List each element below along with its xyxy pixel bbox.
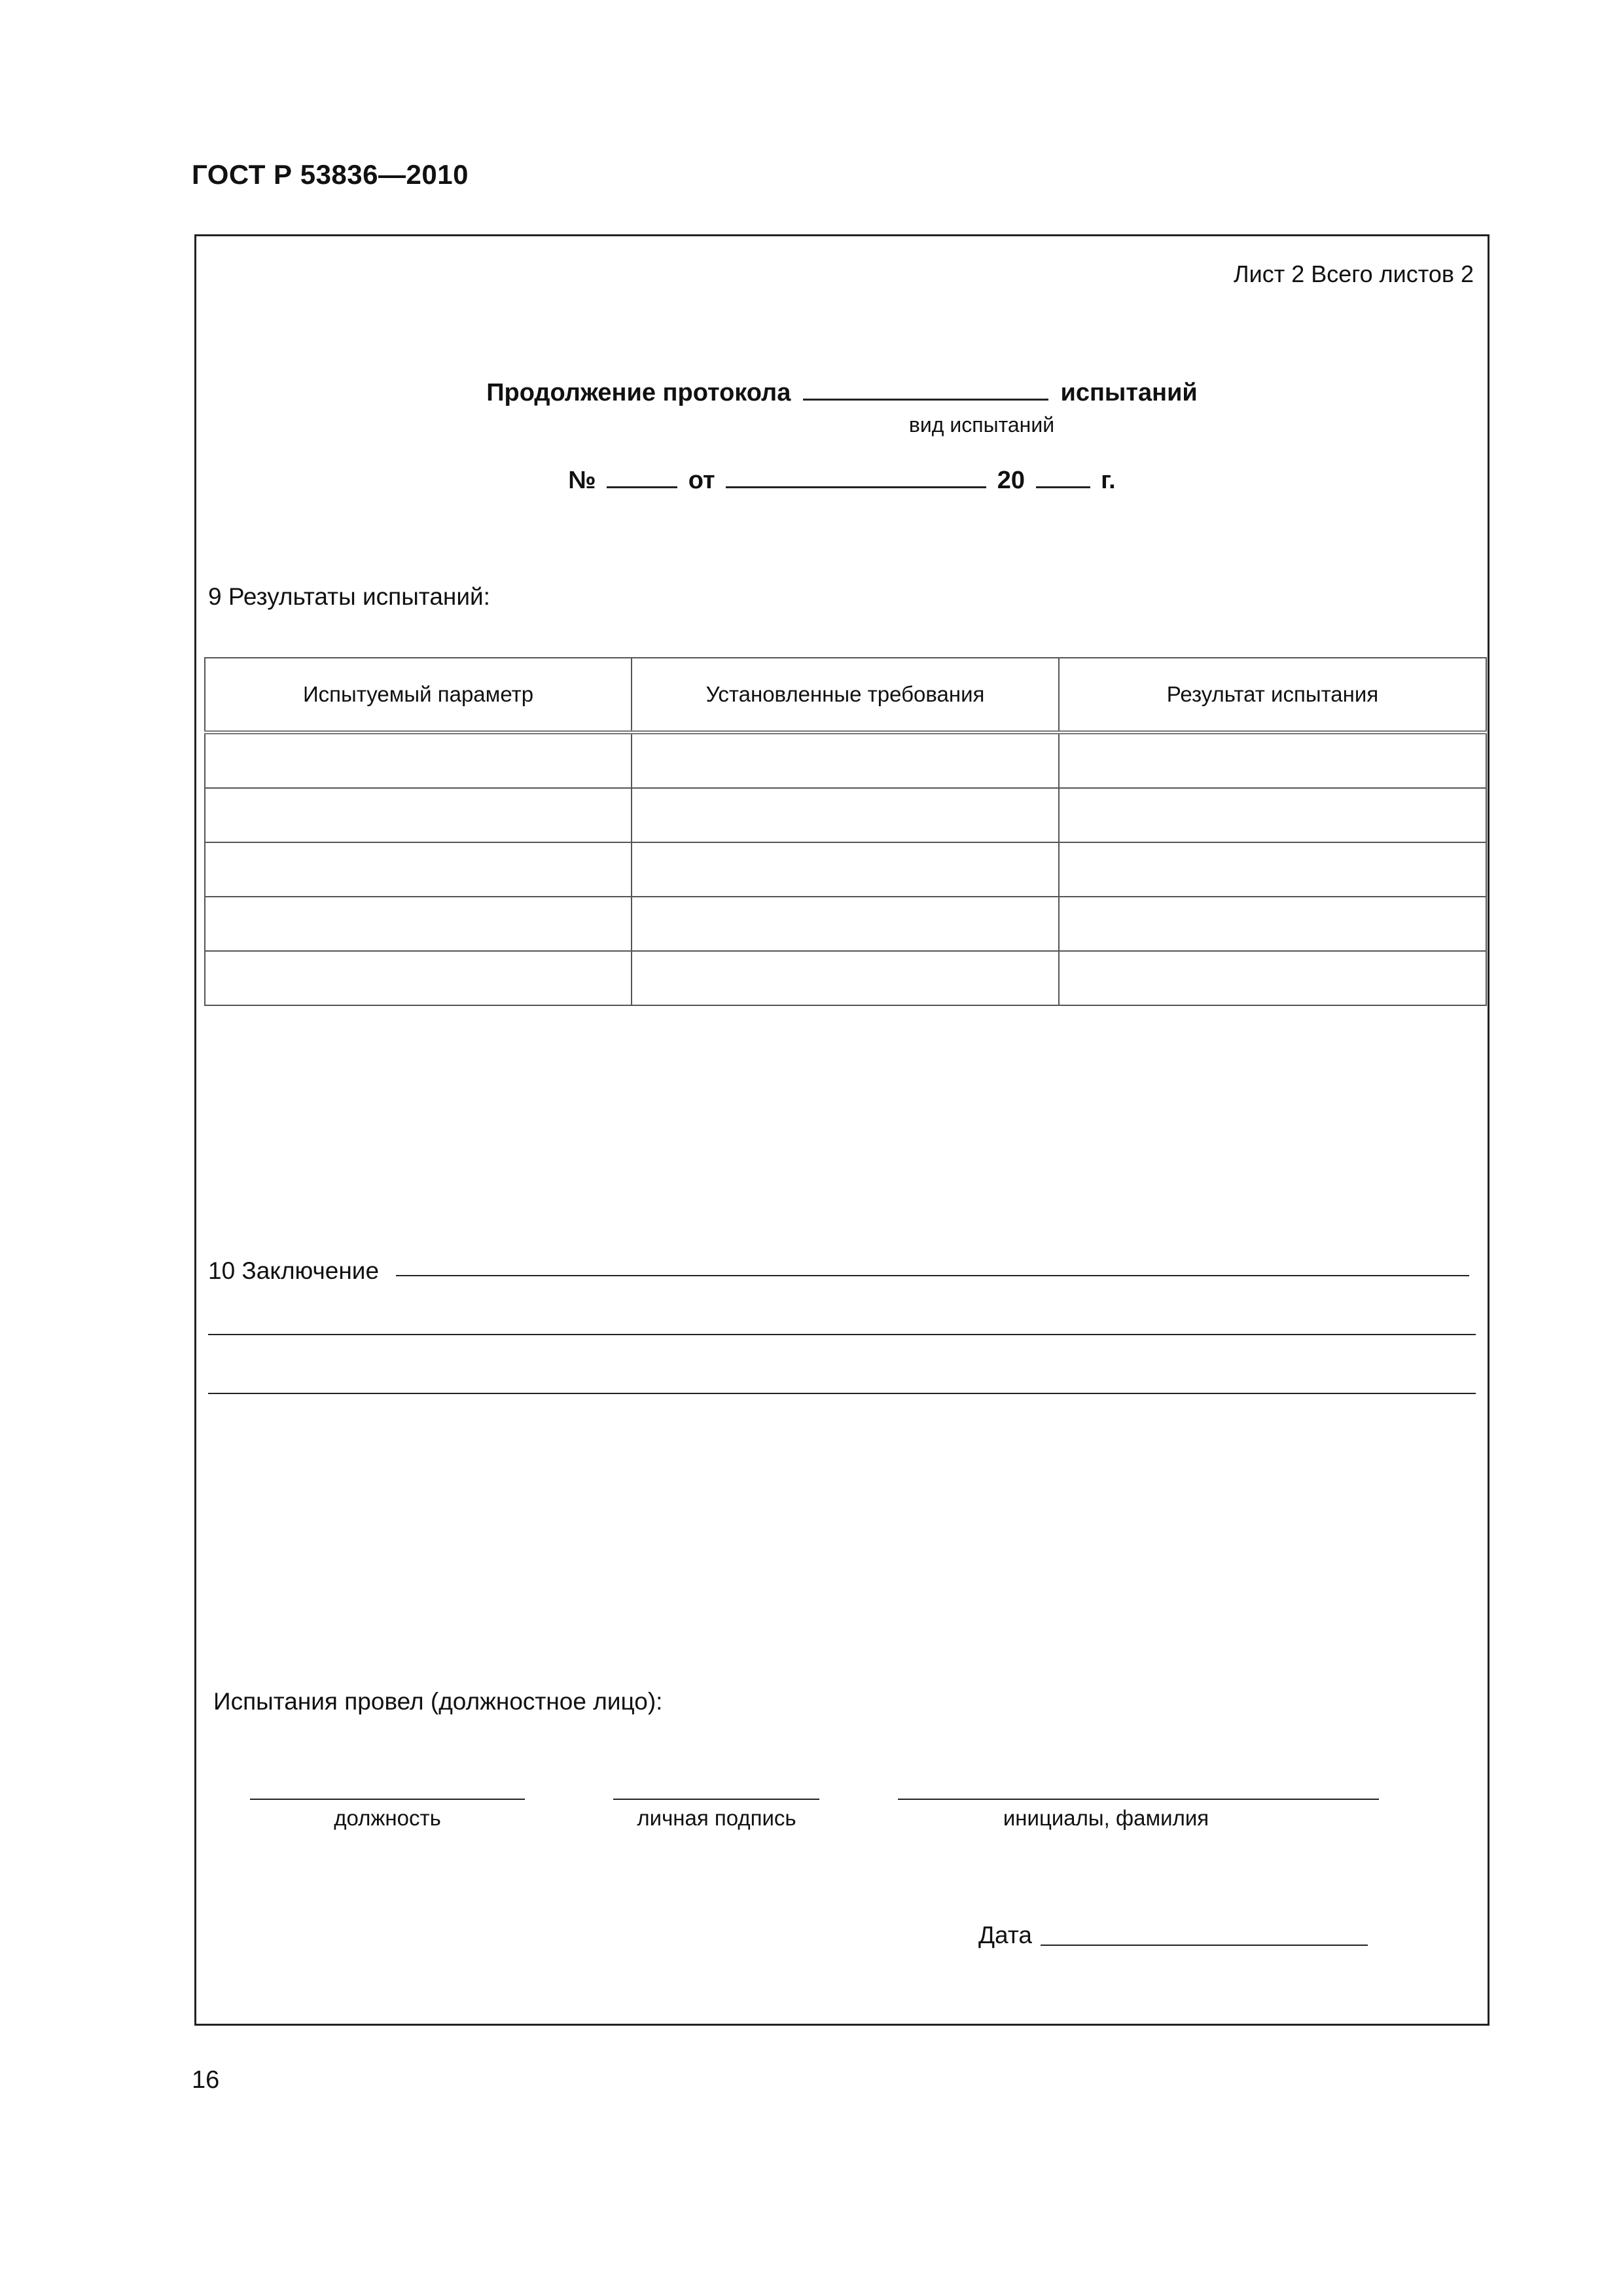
table-cell[interactable] — [1059, 732, 1486, 788]
protocol-form-frame — [194, 234, 1489, 2026]
from-label: от — [688, 467, 715, 494]
protocol-date-blank-field[interactable] — [726, 467, 986, 488]
year-prefix: 20 — [997, 467, 1026, 494]
table-cell[interactable] — [205, 842, 632, 897]
page-number: 16 — [192, 2066, 220, 2094]
table-cell[interactable] — [1059, 897, 1486, 951]
table-row — [205, 951, 1486, 1005]
position-caption: должность — [334, 1806, 441, 1830]
table-cell[interactable] — [205, 732, 632, 788]
table-row — [205, 732, 1486, 788]
results-table-header-row — [205, 658, 1486, 732]
year-suffix: г. — [1101, 467, 1116, 494]
results-table — [204, 657, 1487, 1006]
table-cell[interactable] — [632, 897, 1059, 951]
protocol-year-blank-field[interactable] — [1036, 467, 1090, 488]
table-cell[interactable] — [205, 951, 632, 1005]
signature-caption: личная подпись — [637, 1806, 796, 1830]
column-header-test-result: Результат испытания — [1059, 658, 1486, 732]
date-blank-field[interactable] — [1041, 1945, 1368, 1946]
results-section-title: 9 Результаты испытаний: — [208, 583, 490, 610]
table-cell[interactable] — [632, 842, 1059, 897]
table-cell[interactable] — [1059, 788, 1486, 842]
table-row — [205, 842, 1486, 897]
position-signature-line[interactable] — [250, 1799, 525, 1800]
test-type-caption: вид испытаний — [908, 413, 1055, 437]
table-cell[interactable] — [632, 788, 1059, 842]
protocol-title — [196, 379, 1488, 407]
protocol-number-line — [196, 467, 1488, 495]
table-row — [205, 897, 1486, 951]
document-standard-code: ГОСТ Р 53836—2010 — [192, 159, 469, 190]
table-cell[interactable] — [1059, 842, 1486, 897]
name-signature-line[interactable] — [898, 1799, 1379, 1800]
table-row — [205, 788, 1486, 842]
performed-by-label: Испытания провел (должностное лицо): — [213, 1688, 663, 1715]
date-label: Дата — [978, 1922, 1032, 1948]
column-header-tested-parameter: Испытуемый параметр — [205, 658, 632, 732]
personal-signature-line[interactable] — [613, 1799, 819, 1800]
number-label: № — [568, 467, 596, 494]
test-type-blank-field[interactable] — [803, 379, 1048, 401]
conclusion-line-3[interactable] — [208, 1393, 1476, 1394]
table-cell[interactable] — [205, 788, 632, 842]
table-cell[interactable] — [205, 897, 632, 951]
sheet-info: Лист 2 Всего листов 2 — [1233, 260, 1474, 287]
table-cell[interactable] — [632, 951, 1059, 1005]
protocol-title-prefix: Продолжение протокола — [486, 379, 791, 406]
table-cell[interactable] — [1059, 951, 1486, 1005]
protocol-number-blank-field[interactable] — [607, 467, 677, 488]
table-cell[interactable] — [632, 732, 1059, 788]
name-caption: инициалы, фамилия — [1003, 1806, 1209, 1830]
protocol-title-suffix: испытаний — [1060, 379, 1198, 406]
conclusion-line-1[interactable] — [396, 1275, 1469, 1276]
conclusion-section-title: 10 Заключение — [208, 1257, 380, 1284]
column-header-requirements: Установленные требования — [632, 658, 1059, 732]
conclusion-line-2[interactable] — [208, 1334, 1476, 1335]
